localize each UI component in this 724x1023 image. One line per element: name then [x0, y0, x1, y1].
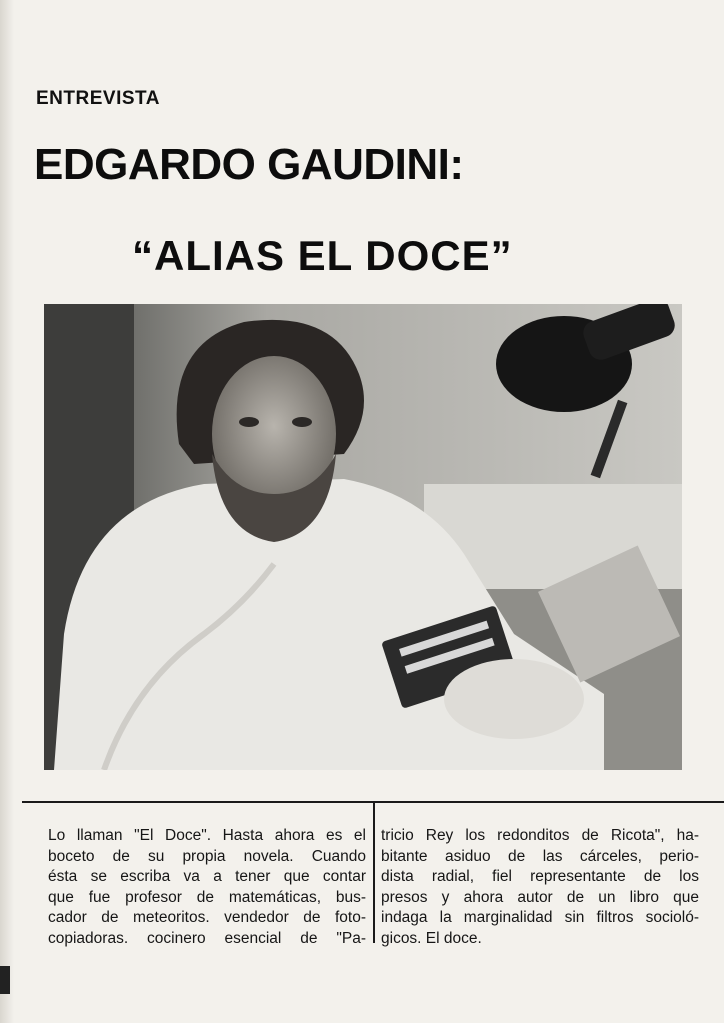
body-line: Lo llaman "El Doce". Hasta ahora es el	[48, 827, 366, 844]
page-corner-mark	[0, 966, 10, 994]
headline: EDGARDO GAUDINI:	[34, 140, 464, 189]
section-label: ENTREVISTA	[36, 88, 160, 109]
body-line: tricio Rey los redonditos de Ricota", ha-	[381, 827, 699, 844]
body-line: dista radial, fiel representante de los	[381, 868, 699, 885]
portrait-photo	[44, 304, 682, 770]
body-line: boceto de su propia novela. Cuando	[48, 847, 366, 865]
body-line: cador de meteoritos. vendedor de foto-	[48, 909, 366, 926]
body-line: ésta se escriba va a tener que contar	[48, 868, 366, 885]
body-line: bitante asiduo de las cárceles, perio-	[381, 847, 699, 865]
body-column-left	[48, 826, 366, 949]
body-line: indaga la marginalidad sin filtros socioló-	[381, 909, 699, 926]
page-edge	[0, 0, 14, 1023]
body-line: que fue profesor de matemáticas, bus-	[48, 888, 366, 906]
column-rule-vertical	[373, 803, 375, 943]
body-line: presos y ahora autor de un libro que	[381, 888, 699, 906]
body-line: copiadoras. cocinero esencial de "Pa-	[48, 929, 366, 947]
body-line: gicos. El doce.	[381, 929, 482, 947]
portrait-photo-illustration	[44, 304, 682, 770]
subheadline: “ALIAS EL DOCE”	[132, 232, 513, 279]
body-column-right	[381, 826, 699, 949]
